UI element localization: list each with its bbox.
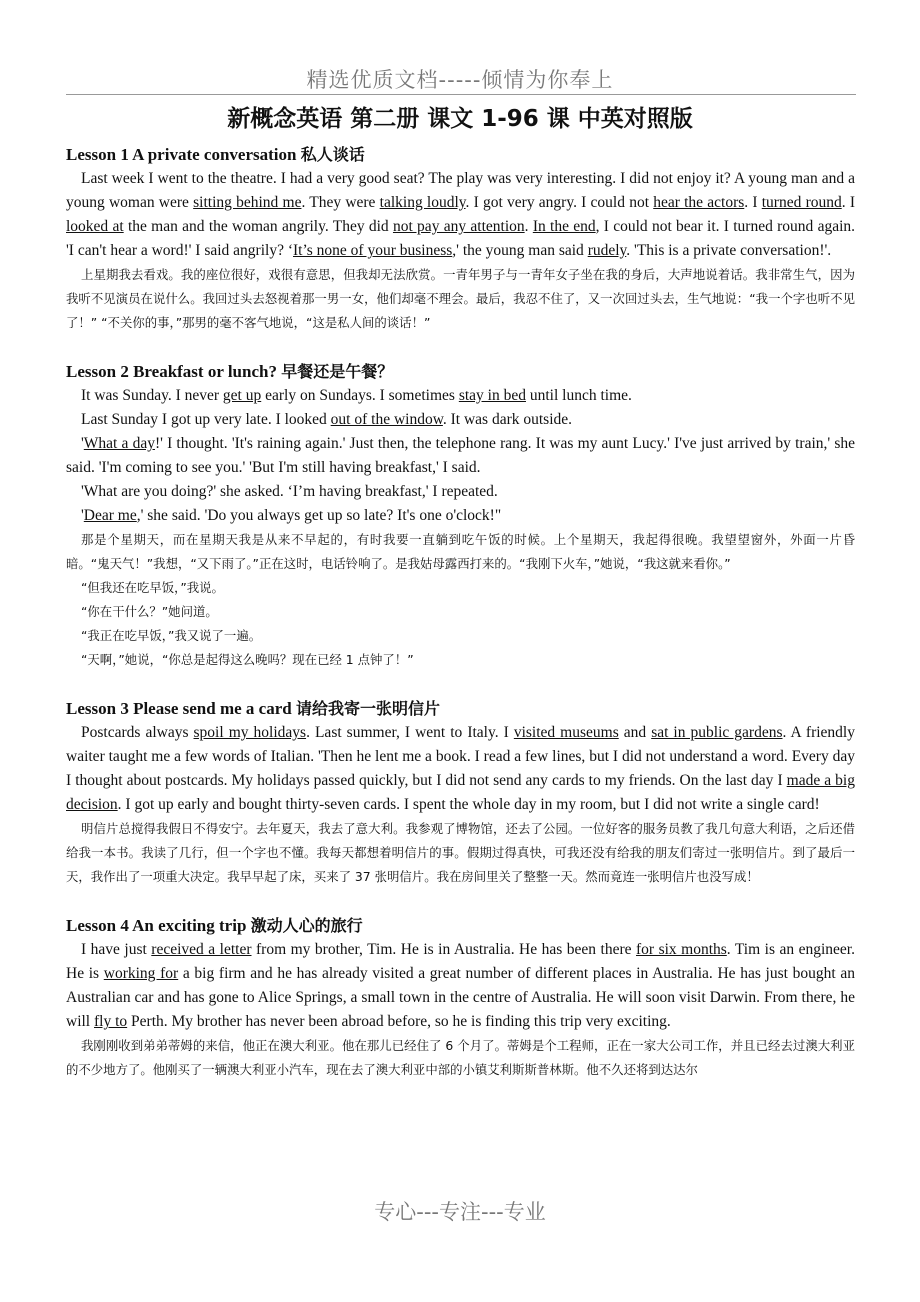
page-header-text: 精选优质文档-----倾情为你奉上 (306, 68, 614, 92)
text-segment: , I could not bear it. I turned round again. 'I can't hear a word!' I said angrily? ‘ (66, 218, 856, 259)
text-segment: ,' she said. 'Do you always get up so late? It's one o'clock!" (136, 507, 502, 524)
underlined-phrase: Dear me (83, 507, 137, 524)
lesson-heading-zh: 激动人心的旅行 (250, 916, 363, 935)
underlined-phrase: What a day (83, 435, 155, 452)
underlined-phrase: It’s none of your business (293, 242, 453, 259)
lesson-spacer (66, 335, 855, 360)
underlined-phrase: looked at (66, 218, 124, 235)
lesson-section (66, 914, 855, 1082)
text-segment: early on Sundays. I sometimes (261, 387, 459, 404)
underlined-phrase: visited museums (513, 724, 619, 741)
text-segment: a big firm and he has already visited a great number of different places in Australia. He has just bought an Australian car and has gone to Alice Springs, a small town in the centre of Australia. He will soon visit Darwin. From there, he will (66, 965, 855, 1030)
lesson-section (66, 697, 855, 914)
underlined-phrase: turned round (761, 194, 842, 211)
underlined-phrase: not pay any attention (392, 218, 525, 235)
text-segment: . I got up early and bought thirty-seven cards. I spent the whole day in my room, but I did not write a single card! (117, 796, 820, 813)
lesson-heading (66, 914, 855, 938)
chinese-translation: “你在干什么？”她问道。 (81, 604, 218, 619)
text-segment: Postcards always (81, 724, 194, 741)
lesson-heading-zh: 私人谈话 (300, 145, 365, 164)
english-paragraph (66, 167, 855, 263)
lesson-heading-en: Lesson 2 Breakfast or lunch? (66, 362, 277, 381)
document-body (66, 143, 855, 1082)
underlined-phrase: received a letter (151, 941, 252, 958)
lesson-heading-en: Lesson 4 An exciting trip (66, 916, 247, 935)
text-segment: Last Sunday I got up very late. I looked (81, 411, 331, 428)
text-segment: Last week I went to the theatre. I had a very good seat? The play was very interesting. I did not enjoy it? A young man and a young woman were (66, 170, 855, 211)
text-segment: . I got very angry. I could not (465, 194, 654, 211)
lesson-heading (66, 143, 855, 167)
text-segment: I have just (81, 941, 152, 958)
underlined-phrase: hear the actors (653, 194, 745, 211)
header-divider (66, 94, 856, 95)
text-segment: until lunch time. (525, 387, 632, 404)
lesson-spacer (66, 672, 855, 697)
text-segment: Perth. My brother has never been abroad before, so he is finding this trip very exciting. (127, 1013, 671, 1030)
underlined-phrase: sitting behind me (193, 194, 302, 211)
chinese-translation: “我正在吃早饭，”我又说了一遍。 (81, 628, 262, 643)
lesson-heading-zh: 早餐还是午餐？ (281, 362, 394, 381)
lesson-section (66, 360, 855, 697)
text-segment: and (618, 724, 652, 741)
text-segment: !' I thought. 'It's raining again.' Just then, the telephone rang. It was my aunt Lucy.' I've just arrived by train,' she said. 'I'm coming to see you.' 'But I'm still having breakfast,' I said. (66, 435, 856, 476)
document-title: 新概念英语 第二册 课文 1-96 课 中英对照版 (227, 106, 693, 132)
text-segment: 'What are you doing?' she asked. ‘I’m having breakfast,' I repeated. (81, 483, 498, 500)
english-paragraph (66, 408, 855, 432)
text-segment: . It was dark outside. (442, 411, 573, 428)
chinese-translation: 那是个星期天，而在星期天我是从来不早起的，有时我要一直躺到吃午饭的时候。上个星期天，我起得很晚。我望望窗外，外面一片昏暗。“鬼天气！”我想，“又下雨了。”正在这时，电话铃响了。是我姑母露西打来的。“我刚下火车，”她说，“我这就来看你。” (66, 532, 855, 571)
text-segment: . Tim is an engineer. He is (66, 941, 855, 982)
english-paragraph (66, 384, 855, 408)
underlined-phrase: working for (103, 965, 179, 982)
text-segment: . I (744, 194, 762, 211)
chinese-translation: “天啊，”她说，“你总是起得这么晚吗？现在已经 1 点钟了！” (81, 652, 414, 667)
chinese-translation: 上星期我去看戏。我的座位很好，戏很有意思，但我却无法欣赏。一青年男子与一青年女子坐在我的身后，大声地说着话。我非常生气，因为我听不见演员在说什么。我回过头去怒视着那一男一女，他们却毫不理会。最后，我忍不住了，又一次回过头去，生气地说：“我一个字也听不见了！” “不关你的事，”那男的毫不客气地说，“这是私人间的谈话！” (66, 267, 855, 330)
lesson-heading-en: Lesson 3 Please send me a card (66, 699, 292, 718)
lesson-heading-zh: 请给我寄一张明信片 (295, 699, 440, 718)
text-segment: . (524, 218, 533, 235)
underlined-phrase: get up (222, 387, 262, 404)
text-segment: . 'This is a private conversation!'. (626, 242, 832, 259)
chinese-translation: 我刚刚收到弟弟蒂姆的来信，他正在澳大利亚。他在那儿已经住了 6 个月了。蒂姆是个工程师，正在一家大公司工作，并且已经去过澳大利亚的不少地方了。他刚买了一辆澳大利亚小汽车，现在去了澳大利亚中部的小镇艾利斯斯普林斯。他不久还将到达达尔 (66, 1038, 855, 1077)
underlined-phrase: sat in public gardens (651, 724, 783, 741)
text-segment: from my brother, Tim. He is in Australia. He has been there (251, 941, 636, 958)
underlined-phrase: for six months (636, 941, 727, 958)
page-footer-text: 专心---专注---专业 (374, 1200, 546, 1224)
underlined-phrase: spoil my holidays (193, 724, 307, 741)
lesson-spacer (66, 889, 855, 914)
english-paragraph (66, 480, 855, 504)
underlined-phrase: out of the window (330, 411, 443, 428)
underlined-phrase: made a big decision (66, 772, 855, 813)
lesson-section (66, 143, 855, 360)
english-paragraph (66, 504, 855, 528)
text-segment: ' (81, 507, 84, 524)
chinese-translation: 明信片总搅得我假日不得安宁。去年夏天，我去了意大利。我参观了博物馆，还去了公园。一位好客的服务员教了我几句意大利语，之后还借给我一本书。我读了几行，但一个字也不懂。我每天都想着明信片的事。假期过得真快，可我还没有给我的朋友们寄过一张明信片。到了最后一天，我作出了一项重大决定。我早早起了床，买来了 37 张明信片。我在房间里关了整整一天。然而竟连一张明信片也没写成！ (66, 821, 855, 884)
english-paragraph (66, 721, 855, 817)
text-segment: . A friendly waiter taught me a few words of Italian. 'Then he lent me a book. I read a few lines, but I did not understand a word. Every day I thought about postcards. My holidays passed quickly, but I did not send any cards to my friends. On the last day I (66, 724, 855, 789)
lesson-heading-en: Lesson 1 A private conversation (66, 145, 297, 164)
text-segment: . Last summer, I went to Italy. I (306, 724, 514, 741)
chinese-translation: “但我还在吃早饭，”我说。 (81, 580, 224, 595)
text-segment: . I (841, 194, 855, 211)
text-segment: the man and the woman angrily. They did (123, 218, 393, 235)
lesson-heading (66, 697, 855, 721)
underlined-phrase: fly to (94, 1013, 128, 1030)
lesson-heading (66, 360, 855, 384)
english-paragraph (66, 432, 855, 480)
underlined-phrase: stay in bed (458, 387, 526, 404)
text-segment: . They were (301, 194, 380, 211)
underlined-phrase: talking loudly (379, 194, 466, 211)
underlined-phrase: In the end (532, 218, 596, 235)
english-paragraph (66, 938, 855, 1034)
underlined-phrase: rudely (587, 242, 627, 259)
text-segment: It was Sunday. I never (81, 387, 223, 404)
text-segment: ' (81, 435, 84, 452)
text-segment: ,' the young man said (452, 242, 588, 259)
